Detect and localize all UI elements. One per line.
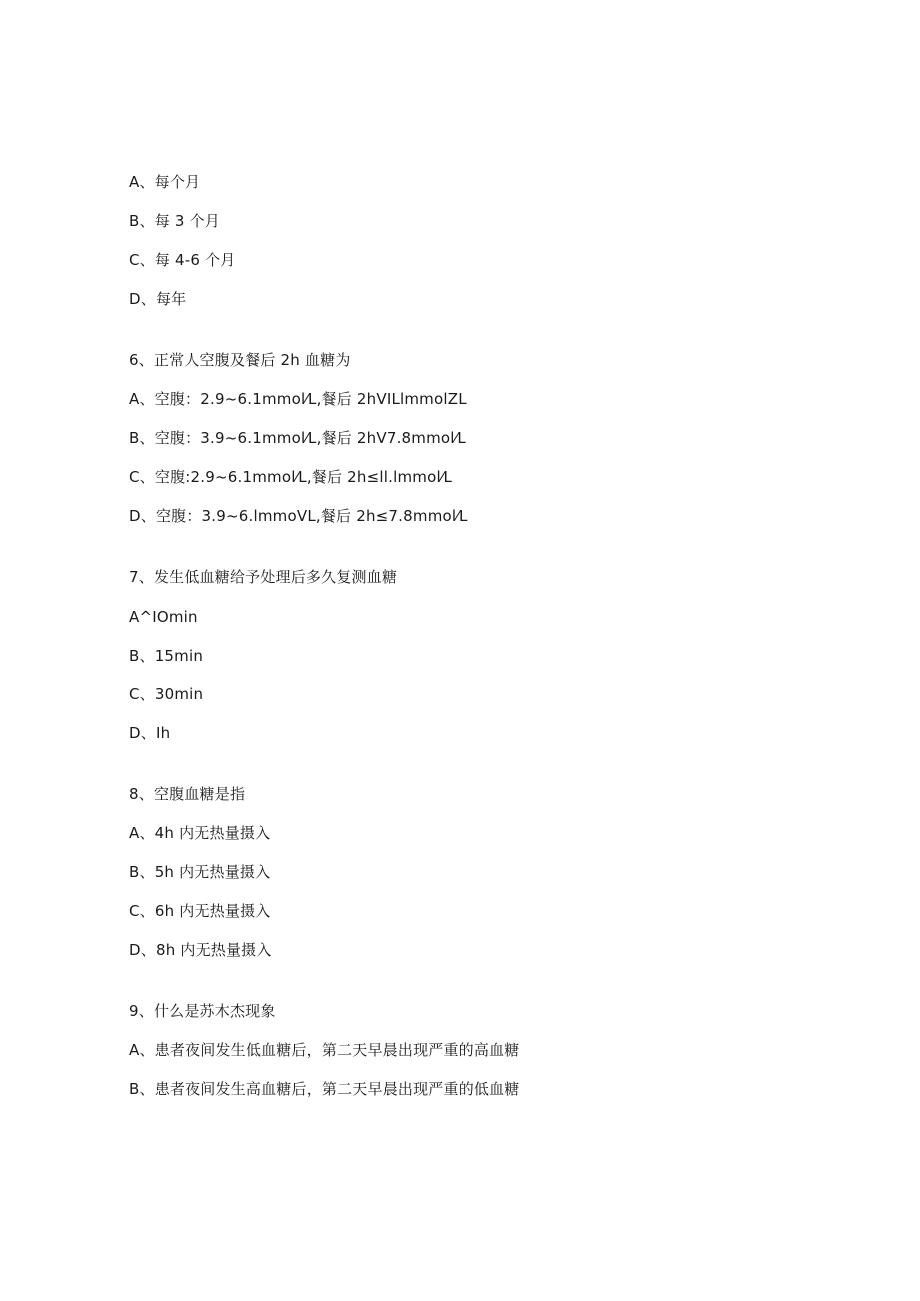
q5-option-a: A、每个月 — [129, 173, 201, 191]
q8-option-b: B、5h 内无热量摄入 — [129, 863, 271, 881]
q5-option-c: C、每 4-6 个月 — [129, 251, 236, 269]
q9-option-b: B、患者夜间发生高血糖后，第二天早晨出现严重的低血糖 — [129, 1080, 520, 1098]
q6-option-a: A、空腹：2.9~6.1mmol⁄L,餐后 2hVILlmmolZL — [129, 390, 467, 408]
q5-option-b: B、每 3 个月 — [129, 212, 220, 230]
q5-option-d: D、每年 — [129, 290, 187, 308]
q8-option-a: A、4h 内无热量摄入 — [129, 824, 271, 842]
q6-question: 6、正常人空腹及餐后 2h 血糖为 — [129, 351, 351, 369]
q8-option-c: C、6h 内无热量摄入 — [129, 902, 271, 920]
q7-option-c: C、30min — [129, 685, 204, 703]
q7-option-d: D、Ih — [129, 724, 171, 742]
q9-option-a: A、患者夜间发生低血糖后，第二天早晨出现严重的高血糖 — [129, 1041, 520, 1059]
q7-option-a: A^IOmin — [129, 608, 198, 626]
q8-option-d: D、8h 内无热量摄入 — [129, 941, 272, 959]
q9-question: 9、什么是苏木杰现象 — [129, 1002, 276, 1020]
q7-option-b: B、15min — [129, 647, 204, 665]
q8-question: 8、空腹血糖是指 — [129, 785, 246, 803]
q6-option-d: D、空腹：3.9~6.lmmoVL,餐后 2h≤7.8mmol⁄L — [129, 507, 468, 525]
q7-question: 7、发生低血糖给予处理后多久复测血糖 — [129, 568, 398, 586]
q6-option-b: B、空腹：3.9~6.1mmol⁄L,餐后 2hV7.8mmol⁄L — [129, 429, 466, 447]
q6-option-c: C、空腹:2.9~6.1mmol⁄L,餐后 2h≤ll.lmmol⁄L — [129, 468, 453, 486]
